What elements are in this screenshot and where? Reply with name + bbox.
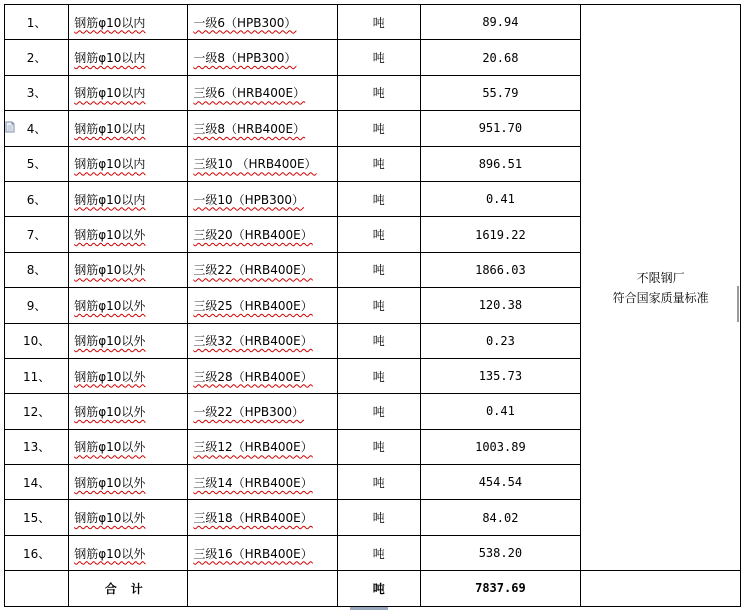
material-spec [188,394,338,429]
material-name-text: 钢筋φ10以外 [74,334,146,349]
material-name [69,146,188,181]
unit-cell [337,358,420,393]
row-index-text: 8、 [26,263,47,278]
material-spec-text: 三级25（HRB400E） [193,298,313,313]
unit-cell-text: 吨 [372,511,385,526]
quantity-cell [420,40,581,75]
material-spec [188,111,338,146]
material-name-text: 钢筋φ10以外 [74,546,146,561]
quantity-cell [420,5,581,40]
unit-cell-text: 吨 [372,192,385,207]
material-spec-text: 三级16（HRB400E） [193,546,313,561]
quantity-cell-text: 896.51 [478,156,523,171]
total-index-empty [5,571,69,606]
row-index [5,146,69,181]
material-spec [188,217,338,252]
material-name [69,5,188,40]
quantity-cell [420,465,581,500]
row-index-text: 14、 [22,475,51,490]
remarks-line-1: 不限钢厂 [636,270,685,285]
total-unit-text: 吨 [372,581,385,596]
row-index [5,217,69,252]
material-spec [188,465,338,500]
material-spec-text: 一级8（HPB300） [193,51,297,66]
quantity-cell [420,323,581,358]
unit-cell-text: 吨 [372,475,385,490]
material-name-text: 钢筋φ10以外 [74,475,146,490]
material-spec [188,288,338,323]
total-spec-empty [188,571,338,606]
unit-cell-text: 吨 [372,121,385,136]
unit-cell [337,429,420,464]
quantity-cell-text: 55.79 [482,85,519,100]
material-spec [188,535,338,570]
quantity-cell [420,429,581,464]
total-remarks-empty [581,571,741,606]
material-spec-text: 三级22（HRB400E） [193,263,313,278]
unit-cell [337,252,420,287]
unit-cell [337,500,420,535]
material-spec-text: 三级28（HRB400E） [193,369,313,384]
row-index-text: 10、 [22,334,51,349]
unit-cell-text: 吨 [372,51,385,66]
row-index-text: 6、 [26,192,47,207]
material-name-text: 钢筋φ10以内 [74,192,146,207]
remarks-cell [581,5,741,571]
row-index-text: 3、 [26,86,47,101]
row-index [5,5,69,40]
material-spec-text: 三级8（HRB400E） [193,121,306,136]
material-name [69,535,188,570]
material-spec-text: 三级32（HRB400E） [193,334,313,349]
row-index-text: 13、 [22,440,51,455]
quantity-cell-text: 20.68 [482,50,519,65]
material-name-text: 钢筋φ10以外 [74,263,146,278]
material-name [69,358,188,393]
row-index-text: 2、 [26,51,47,66]
remarks-line-2: 符合国家质量标准 [612,290,709,305]
material-spec [188,5,338,40]
unit-cell-text: 吨 [372,157,385,172]
material-spec-text: 一级10（HPB300） [193,192,305,207]
unit-cell [337,75,420,110]
material-name [69,252,188,287]
material-spec [188,252,338,287]
quantity-cell-text: 1003.89 [475,439,526,454]
material-name-text: 钢筋φ10以外 [74,440,146,455]
unit-cell [337,217,420,252]
material-spec-text: 一级6（HPB300） [193,15,297,30]
material-name-text: 钢筋φ10以内 [74,51,146,66]
material-spec [188,500,338,535]
row-index-text: 1、 [26,15,47,30]
unit-cell [337,5,420,40]
quantity-cell [420,181,581,216]
material-spec [188,40,338,75]
material-spec [188,181,338,216]
row-index [5,394,69,429]
quantity-cell-text: 1866.03 [475,262,526,277]
unit-cell-text: 吨 [372,263,385,278]
material-name [69,323,188,358]
quantity-cell-text: 0.41 [485,404,515,419]
quantity-cell-text: 454.54 [478,475,523,490]
unit-cell [337,146,420,181]
unit-cell [337,288,420,323]
unit-cell-text: 吨 [372,369,385,384]
material-spec [188,146,338,181]
quantity-cell [420,146,581,181]
quantity-cell-text: 1619.22 [475,227,526,242]
material-spec-text: 三级12（HRB400E） [193,440,313,455]
quantity-cell-text: 120.38 [478,298,523,313]
total-label [69,571,188,606]
material-spec [188,429,338,464]
row-index-text: 12、 [22,404,51,419]
total-label-text: 合计 [104,581,157,596]
unit-cell [337,181,420,216]
material-spec-text: 三级20（HRB400E） [193,228,313,243]
total-quantity-text: 7837.69 [475,581,526,596]
unit-cell-text: 吨 [372,228,385,243]
quantity-cell [420,111,581,146]
material-spec-text: 一级22（HPB300） [193,404,305,419]
row-index-text: 11、 [22,369,51,384]
material-name-text: 钢筋φ10以外 [74,511,146,526]
material-name-text: 钢筋φ10以内 [74,15,146,30]
material-name [69,465,188,500]
material-spec-text: 三级6（HRB400E） [193,86,306,101]
row-index [5,40,69,75]
row-index [5,252,69,287]
materials-table [4,4,741,607]
quantity-cell [420,288,581,323]
total-unit [337,571,420,606]
material-spec [188,75,338,110]
table-row [5,5,741,40]
quantity-cell-text: 135.73 [478,369,523,384]
material-name-text: 钢筋φ10以外 [74,369,146,384]
page-margin-marker [737,286,739,322]
material-name [69,75,188,110]
materials-table-body [5,5,741,607]
unit-cell [337,111,420,146]
unit-cell [337,465,420,500]
material-name-text: 钢筋φ10以内 [74,121,146,136]
quantity-cell-text: 538.20 [478,546,523,561]
quantity-cell [420,394,581,429]
quantity-cell [420,358,581,393]
material-name-text: 钢筋φ10以外 [74,298,146,313]
row-index [5,358,69,393]
material-name [69,288,188,323]
row-index-text: 5、 [26,157,47,172]
quantity-cell [420,535,581,570]
row-index [5,288,69,323]
row-index-text: 7、 [26,228,47,243]
unit-cell [337,40,420,75]
material-name [69,181,188,216]
row-index [5,465,69,500]
material-name-text: 钢筋φ10以外 [74,228,146,243]
material-name [69,217,188,252]
row-index [5,429,69,464]
row-index-text: 9、 [26,298,47,313]
unit-cell [337,394,420,429]
material-name [69,429,188,464]
unit-cell-text: 吨 [372,15,385,30]
material-name [69,500,188,535]
quantity-cell [420,252,581,287]
quantity-cell-text: 0.41 [485,192,515,207]
row-index-text: 16、 [22,546,51,561]
quantity-cell [420,500,581,535]
unit-cell-text: 吨 [372,86,385,101]
quantity-cell [420,75,581,110]
quantity-cell-text: 951.70 [478,121,523,136]
material-name [69,111,188,146]
unit-cell-text: 吨 [372,404,385,419]
unit-cell-text: 吨 [372,334,385,349]
quantity-cell-text: 89.94 [482,15,519,30]
row-index [5,500,69,535]
material-spec [188,358,338,393]
row-index-text: 15、 [22,511,51,526]
material-spec-text: 三级14（HRB400E） [193,475,313,490]
unit-cell [337,535,420,570]
row-index [5,323,69,358]
material-spec-text: 三级10 （HRB400E） [193,157,317,172]
material-spec-text: 三级18（HRB400E） [193,511,313,526]
material-name-text: 钢筋φ10以内 [74,157,146,172]
document-icon [4,121,16,133]
quantity-cell-text: 84.02 [482,510,519,525]
unit-cell-text: 吨 [372,440,385,455]
quantity-cell-text: 0.23 [485,333,515,348]
row-index-text: 4、 [26,121,47,136]
row-index [5,535,69,570]
unit-cell-text: 吨 [372,546,385,561]
total-row [5,571,741,606]
total-quantity [420,571,581,606]
material-name-text: 钢筋φ10以内 [74,86,146,101]
quantity-cell [420,217,581,252]
material-name-text: 钢筋φ10以外 [74,404,146,419]
material-name [69,394,188,429]
row-index [5,181,69,216]
unit-cell [337,323,420,358]
material-spec [188,323,338,358]
unit-cell-text: 吨 [372,298,385,313]
material-name [69,40,188,75]
row-index [5,75,69,110]
